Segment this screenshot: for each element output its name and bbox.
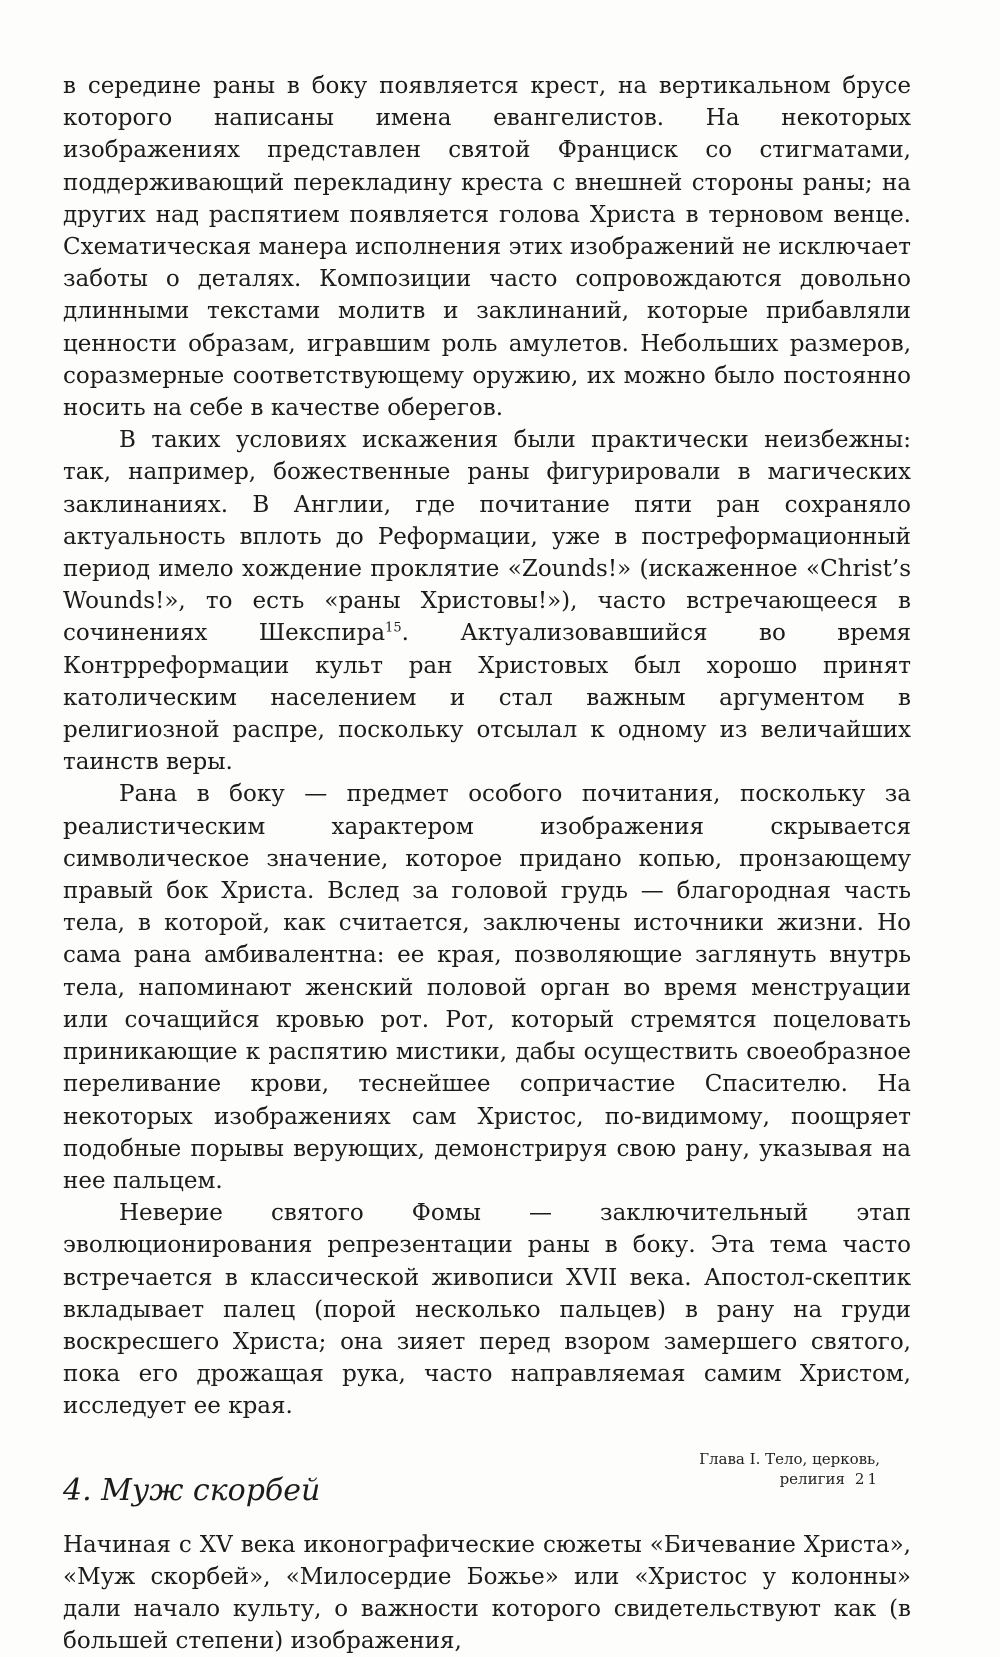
paragraph-1: в середине раны в боку появляется крест, на вертикальном брусе которого написаны имена евангелистов. На некоторых изображениях представлен святой Франциск со стигматами, поддерживающий перекладину креста с внешней стороны раны; на других над распятием появляется голова Христа в терновом венце. Схематическая манера исполнения этих изображений не исключает заботы о деталях. Композиции часто сопровождаются довольно длинными текстами молитв и заклинаний, которые прибавляли ценности образам, игравшим роль амулетов. Небольших размеров, соразмерные соответствующему оружию, их можно было постоянно носить на себе в качестве оберегов.	[63, 73, 911, 422]
footnote-ref-15[interactable]: 15	[385, 620, 402, 636]
paragraph-3: Рана в боку — предмет особого почитания, поскольку за реалистическим характером изображения скрывается символическое значение, которое придано копью, пронзающему правый бок Христа. Вслед за головой грудь — благородная часть тела, в которой, как считается, заключены источники жизни. Но сама рана амбивалентна: ее края, позволяющие заглянуть внутрь тела, напоминают женский половой орган во время менструации или сочащийся кровью рот. Рот, который стремятся поцеловать приникающие к распятию мистики, дабы осуществить своеобразное переливание крови, теснейшее сопричастие Спасителю. На некоторых изображениях сам Христос, по-видимому, поощряет подобные порывы верующих, демонстрируя свою рану, указывая на нее пальцем.	[63, 781, 911, 1194]
paragraph-2-text-a: В таких условиях искажения были практически неизбежны: так, например, божественные раны фигурировали в магических заклинаниях. В Англии, где почитание пяти ран сохраняло актуальность вплоть до Реформации, уже в постреформационный период имело хождение проклятие «Zounds!» (искаженное «Christ’s Wounds!», то есть «раны Христовы!»), часто встречающееся в сочинениях Шекспира	[63, 427, 911, 647]
running-title: Глава I. Тело, церковь, религия	[699, 1450, 880, 1488]
section-heading: 4. Муж скорбей	[63, 1472, 321, 1508]
paragraph-2-text-b: . Актуализовавшийся во время Контрреформации культ ран Христовых был хорошо принят католическим населением и стал важным аргументом в религиозной распре, поскольку отсылал к одному из величайших таинств веры.	[63, 620, 911, 776]
section-paragraph-1: Начиная с XV века иконографические сюжеты «Бичевание Христа», «Муж скорбей», «Милосердие Божье» или «Христос у колонны» дали начало культу, о важности которого свидетельствуют как (в большей степени) изображения,	[63, 1531, 911, 1655]
page-body	[63, 70, 911, 1657]
paragraph-4: Неверие святого Фомы — заключительный этап эволюционирования репрезентации раны в боку. Эта тема часто встречается в классической живописи XVII века. Апостол-скептик вкладывает палец (порой несколько пальцев) в рану на груди воскресшего Христа; она зияет перед взором замершего святого, пока его дрожащая рука, часто направляемая самим Христом, исследует ее края.	[63, 1200, 911, 1420]
running-footer	[600, 1449, 880, 1489]
page-number: 21	[854, 1470, 880, 1488]
paragraph-2	[63, 424, 911, 778]
